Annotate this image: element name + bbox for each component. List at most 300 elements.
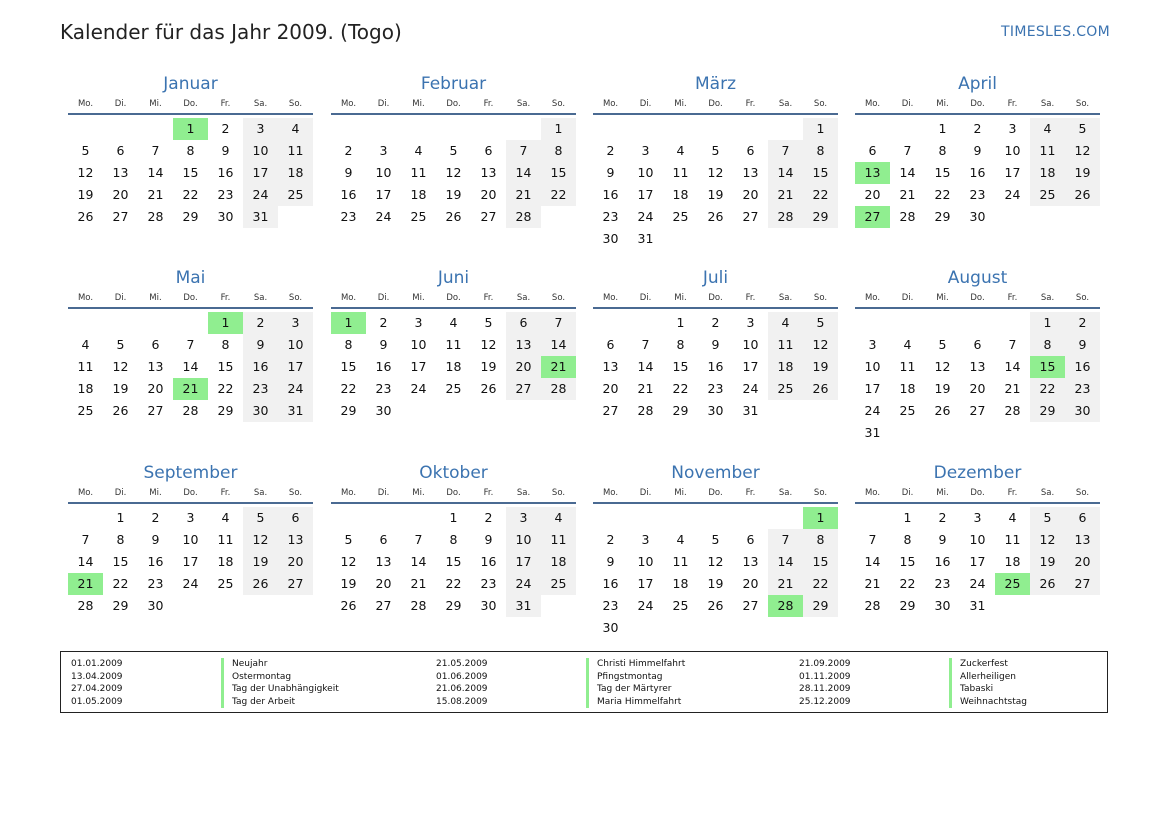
day-cell[interactable]: 3 bbox=[506, 507, 541, 529]
day-cell[interactable]: 15 bbox=[112, 554, 129, 569]
holiday-day-cell[interactable]: 21 bbox=[541, 356, 576, 378]
day-cell[interactable]: 3 bbox=[186, 510, 195, 525]
day-cell[interactable]: 7 bbox=[151, 143, 160, 158]
day-cell[interactable]: 16 bbox=[340, 187, 357, 202]
day-cell[interactable]: 4 bbox=[1008, 510, 1017, 525]
day-cell[interactable]: 23 bbox=[375, 381, 392, 396]
day-cell[interactable]: 27 bbox=[147, 403, 164, 418]
day-cell[interactable]: 17 bbox=[637, 576, 654, 591]
day-cell[interactable]: 29 bbox=[1030, 400, 1065, 422]
day-cell[interactable]: 12 bbox=[1030, 529, 1065, 551]
day-cell[interactable]: 13 bbox=[969, 359, 986, 374]
day-cell[interactable]: 24 bbox=[182, 576, 199, 591]
day-cell[interactable]: 16 bbox=[707, 359, 724, 374]
day-cell[interactable]: 29 bbox=[803, 206, 838, 228]
day-cell[interactable]: 23 bbox=[602, 209, 619, 224]
day-cell[interactable]: 23 bbox=[147, 576, 164, 591]
day-cell[interactable]: 14 bbox=[182, 359, 199, 374]
holiday-day-cell[interactable]: 1 bbox=[208, 312, 243, 334]
day-cell[interactable]: 18 bbox=[1004, 554, 1021, 569]
day-cell[interactable]: 10 bbox=[375, 165, 392, 180]
day-cell[interactable]: 10 bbox=[243, 140, 278, 162]
day-cell[interactable]: 4 bbox=[414, 143, 423, 158]
day-cell[interactable]: 3 bbox=[641, 532, 650, 547]
day-cell[interactable]: 10 bbox=[1004, 143, 1021, 158]
day-cell[interactable]: 26 bbox=[1030, 573, 1065, 595]
day-cell[interactable]: 24 bbox=[410, 381, 427, 396]
day-cell[interactable]: 1 bbox=[116, 510, 125, 525]
day-cell[interactable]: 6 bbox=[746, 532, 755, 547]
day-cell[interactable]: 8 bbox=[221, 337, 230, 352]
day-cell[interactable]: 12 bbox=[112, 359, 129, 374]
day-cell[interactable]: 12 bbox=[77, 165, 94, 180]
day-cell[interactable]: 30 bbox=[707, 403, 724, 418]
day-cell[interactable]: 28 bbox=[182, 403, 199, 418]
day-cell[interactable]: 1 bbox=[938, 121, 947, 136]
day-cell[interactable]: 9 bbox=[973, 143, 982, 158]
day-cell[interactable]: 24 bbox=[637, 209, 654, 224]
day-cell[interactable]: 30 bbox=[1065, 400, 1100, 422]
day-cell[interactable]: 12 bbox=[480, 337, 497, 352]
day-cell[interactable]: 10 bbox=[742, 337, 759, 352]
day-cell[interactable]: 28 bbox=[410, 598, 427, 613]
holiday-day-cell[interactable]: 27 bbox=[855, 206, 890, 228]
day-cell[interactable]: 18 bbox=[672, 187, 689, 202]
day-cell[interactable]: 23 bbox=[480, 576, 497, 591]
day-cell[interactable]: 18 bbox=[278, 162, 313, 184]
day-cell[interactable]: 20 bbox=[278, 551, 313, 573]
day-cell[interactable]: 14 bbox=[768, 551, 803, 573]
day-cell[interactable]: 13 bbox=[742, 165, 759, 180]
day-cell[interactable]: 3 bbox=[1008, 121, 1017, 136]
day-cell[interactable]: 23 bbox=[243, 378, 278, 400]
day-cell[interactable]: 10 bbox=[506, 529, 541, 551]
day-cell[interactable]: 30 bbox=[602, 620, 619, 635]
day-cell[interactable]: 19 bbox=[77, 187, 94, 202]
day-cell[interactable]: 10 bbox=[410, 337, 427, 352]
day-cell[interactable]: 7 bbox=[868, 532, 877, 547]
day-cell[interactable]: 1 bbox=[676, 315, 685, 330]
day-cell[interactable]: 18 bbox=[541, 551, 576, 573]
day-cell[interactable]: 5 bbox=[449, 143, 458, 158]
day-cell[interactable]: 5 bbox=[484, 315, 493, 330]
day-cell[interactable]: 21 bbox=[506, 184, 541, 206]
day-cell[interactable]: 15 bbox=[217, 359, 234, 374]
day-cell[interactable]: 25 bbox=[278, 184, 313, 206]
day-cell[interactable]: 17 bbox=[278, 356, 313, 378]
day-cell[interactable]: 15 bbox=[340, 359, 357, 374]
day-cell[interactable]: 17 bbox=[864, 381, 881, 396]
day-cell[interactable]: 31 bbox=[637, 231, 654, 246]
day-cell[interactable]: 23 bbox=[1065, 378, 1100, 400]
day-cell[interactable]: 5 bbox=[81, 143, 90, 158]
day-cell[interactable]: 11 bbox=[77, 359, 94, 374]
day-cell[interactable]: 5 bbox=[938, 337, 947, 352]
day-cell[interactable]: 17 bbox=[375, 187, 392, 202]
day-cell[interactable]: 11 bbox=[1004, 532, 1021, 547]
day-cell[interactable]: 9 bbox=[151, 532, 160, 547]
day-cell[interactable]: 12 bbox=[340, 554, 357, 569]
day-cell[interactable]: 24 bbox=[864, 403, 881, 418]
day-cell[interactable]: 6 bbox=[973, 337, 982, 352]
day-cell[interactable]: 23 bbox=[707, 381, 724, 396]
day-cell[interactable]: 3 bbox=[278, 312, 313, 334]
day-cell[interactable]: 31 bbox=[243, 206, 278, 228]
day-cell[interactable]: 3 bbox=[414, 315, 423, 330]
day-cell[interactable]: 7 bbox=[186, 337, 195, 352]
day-cell[interactable]: 22 bbox=[672, 381, 689, 396]
day-cell[interactable]: 29 bbox=[803, 595, 838, 617]
day-cell[interactable]: 12 bbox=[1065, 140, 1100, 162]
day-cell[interactable]: 13 bbox=[147, 359, 164, 374]
day-cell[interactable]: 22 bbox=[1030, 378, 1065, 400]
day-cell[interactable]: 8 bbox=[541, 140, 576, 162]
day-cell[interactable]: 29 bbox=[672, 403, 689, 418]
day-cell[interactable]: 26 bbox=[340, 598, 357, 613]
day-cell[interactable]: 28 bbox=[541, 378, 576, 400]
day-cell[interactable]: 9 bbox=[606, 554, 615, 569]
day-cell[interactable]: 7 bbox=[1008, 337, 1017, 352]
day-cell[interactable]: 14 bbox=[637, 359, 654, 374]
day-cell[interactable]: 21 bbox=[410, 576, 427, 591]
day-cell[interactable]: 31 bbox=[506, 595, 541, 617]
day-cell[interactable]: 27 bbox=[375, 598, 392, 613]
day-cell[interactable]: 22 bbox=[340, 381, 357, 396]
day-cell[interactable]: 15 bbox=[672, 359, 689, 374]
day-cell[interactable]: 17 bbox=[742, 359, 759, 374]
day-cell[interactable]: 31 bbox=[278, 400, 313, 422]
day-cell[interactable]: 11 bbox=[1030, 140, 1065, 162]
day-cell[interactable]: 26 bbox=[445, 209, 462, 224]
day-cell[interactable]: 11 bbox=[278, 140, 313, 162]
day-cell[interactable]: 13 bbox=[112, 165, 129, 180]
day-cell[interactable]: 22 bbox=[803, 184, 838, 206]
day-cell[interactable]: 23 bbox=[217, 187, 234, 202]
day-cell[interactable]: 14 bbox=[864, 554, 881, 569]
day-cell[interactable]: 22 bbox=[182, 187, 199, 202]
day-cell[interactable]: 26 bbox=[480, 381, 497, 396]
day-cell[interactable]: 19 bbox=[112, 381, 129, 396]
day-cell[interactable]: 11 bbox=[541, 529, 576, 551]
day-cell[interactable]: 29 bbox=[899, 598, 916, 613]
day-cell[interactable]: 23 bbox=[602, 598, 619, 613]
day-cell[interactable]: 29 bbox=[112, 598, 129, 613]
day-cell[interactable]: 15 bbox=[803, 551, 838, 573]
day-cell[interactable]: 1 bbox=[803, 118, 838, 140]
day-cell[interactable]: 23 bbox=[340, 209, 357, 224]
holiday-day-cell[interactable]: 13 bbox=[855, 162, 890, 184]
day-cell[interactable]: 20 bbox=[480, 187, 497, 202]
day-cell[interactable]: 18 bbox=[1030, 162, 1065, 184]
day-cell[interactable]: 5 bbox=[243, 507, 278, 529]
day-cell[interactable]: 5 bbox=[711, 143, 720, 158]
day-cell[interactable]: 18 bbox=[217, 554, 234, 569]
day-cell[interactable]: 24 bbox=[375, 209, 392, 224]
day-cell[interactable]: 13 bbox=[278, 529, 313, 551]
day-cell[interactable]: 25 bbox=[672, 209, 689, 224]
day-cell[interactable]: 10 bbox=[182, 532, 199, 547]
day-cell[interactable]: 4 bbox=[676, 532, 685, 547]
day-cell[interactable]: 17 bbox=[506, 551, 541, 573]
day-cell[interactable]: 30 bbox=[147, 598, 164, 613]
day-cell[interactable]: 14 bbox=[1004, 359, 1021, 374]
day-cell[interactable]: 7 bbox=[81, 532, 90, 547]
day-cell[interactable]: 13 bbox=[375, 554, 392, 569]
day-cell[interactable]: 11 bbox=[672, 165, 689, 180]
day-cell[interactable]: 2 bbox=[344, 143, 353, 158]
day-cell[interactable]: 19 bbox=[1065, 162, 1100, 184]
day-cell[interactable]: 21 bbox=[1004, 381, 1021, 396]
day-cell[interactable]: 24 bbox=[1004, 187, 1021, 202]
day-cell[interactable]: 21 bbox=[768, 573, 803, 595]
day-cell[interactable]: 16 bbox=[602, 187, 619, 202]
day-cell[interactable]: 12 bbox=[934, 359, 951, 374]
day-cell[interactable]: 27 bbox=[969, 403, 986, 418]
day-cell[interactable]: 25 bbox=[410, 209, 427, 224]
day-cell[interactable]: 19 bbox=[1030, 551, 1065, 573]
day-cell[interactable]: 4 bbox=[676, 143, 685, 158]
day-cell[interactable]: 19 bbox=[340, 576, 357, 591]
day-cell[interactable]: 12 bbox=[707, 554, 724, 569]
day-cell[interactable]: 28 bbox=[1004, 403, 1021, 418]
day-cell[interactable]: 6 bbox=[746, 143, 755, 158]
day-cell[interactable]: 18 bbox=[77, 381, 94, 396]
day-cell[interactable]: 15 bbox=[182, 165, 199, 180]
day-cell[interactable]: 26 bbox=[77, 209, 94, 224]
day-cell[interactable]: 1 bbox=[903, 510, 912, 525]
day-cell[interactable]: 28 bbox=[77, 598, 94, 613]
day-cell[interactable]: 16 bbox=[243, 356, 278, 378]
day-cell[interactable]: 16 bbox=[217, 165, 234, 180]
day-cell[interactable]: 16 bbox=[1065, 356, 1100, 378]
day-cell[interactable]: 9 bbox=[243, 334, 278, 356]
day-cell[interactable]: 24 bbox=[506, 573, 541, 595]
day-cell[interactable]: 6 bbox=[116, 143, 125, 158]
day-cell[interactable]: 5 bbox=[344, 532, 353, 547]
day-cell[interactable]: 10 bbox=[637, 554, 654, 569]
day-cell[interactable]: 7 bbox=[506, 140, 541, 162]
day-cell[interactable]: 18 bbox=[410, 187, 427, 202]
site-logo-text[interactable]: TIMESLES.COM bbox=[1001, 24, 1110, 40]
day-cell[interactable]: 18 bbox=[445, 359, 462, 374]
day-cell[interactable]: 8 bbox=[676, 337, 685, 352]
day-cell[interactable]: 26 bbox=[934, 403, 951, 418]
day-cell[interactable]: 16 bbox=[147, 554, 164, 569]
day-cell[interactable]: 30 bbox=[480, 598, 497, 613]
day-cell[interactable]: 11 bbox=[768, 334, 803, 356]
day-cell[interactable]: 13 bbox=[506, 334, 541, 356]
day-cell[interactable]: 31 bbox=[969, 598, 986, 613]
day-cell[interactable]: 21 bbox=[864, 576, 881, 591]
day-cell[interactable]: 8 bbox=[116, 532, 125, 547]
day-cell[interactable]: 6 bbox=[868, 143, 877, 158]
day-cell[interactable]: 12 bbox=[445, 165, 462, 180]
day-cell[interactable]: 19 bbox=[480, 359, 497, 374]
day-cell[interactable]: 6 bbox=[506, 312, 541, 334]
day-cell[interactable]: 25 bbox=[899, 403, 916, 418]
day-cell[interactable]: 20 bbox=[147, 381, 164, 396]
day-cell[interactable]: 24 bbox=[637, 598, 654, 613]
day-cell[interactable]: 2 bbox=[151, 510, 160, 525]
day-cell[interactable]: 7 bbox=[903, 143, 912, 158]
day-cell[interactable]: 4 bbox=[1030, 118, 1065, 140]
day-cell[interactable]: 29 bbox=[340, 403, 357, 418]
day-cell[interactable]: 22 bbox=[112, 576, 129, 591]
day-cell[interactable]: 25 bbox=[672, 598, 689, 613]
day-cell[interactable]: 1 bbox=[449, 510, 458, 525]
day-cell[interactable]: 20 bbox=[969, 381, 986, 396]
day-cell[interactable]: 21 bbox=[147, 187, 164, 202]
day-cell[interactable]: 2 bbox=[379, 315, 388, 330]
day-cell[interactable]: 28 bbox=[506, 206, 541, 228]
day-cell[interactable]: 8 bbox=[449, 532, 458, 547]
day-cell[interactable]: 9 bbox=[484, 532, 493, 547]
day-cell[interactable]: 14 bbox=[506, 162, 541, 184]
day-cell[interactable]: 5 bbox=[1065, 118, 1100, 140]
day-cell[interactable]: 4 bbox=[81, 337, 90, 352]
day-cell[interactable]: 9 bbox=[1065, 334, 1100, 356]
day-cell[interactable]: 13 bbox=[480, 165, 497, 180]
day-cell[interactable]: 16 bbox=[375, 359, 392, 374]
day-cell[interactable]: 3 bbox=[243, 118, 278, 140]
day-cell[interactable]: 22 bbox=[217, 381, 234, 396]
day-cell[interactable]: 11 bbox=[899, 359, 916, 374]
day-cell[interactable]: 14 bbox=[768, 162, 803, 184]
day-cell[interactable]: 20 bbox=[1065, 551, 1100, 573]
day-cell[interactable]: 2 bbox=[606, 143, 615, 158]
day-cell[interactable]: 17 bbox=[1004, 165, 1021, 180]
holiday-day-cell[interactable]: 15 bbox=[1030, 356, 1065, 378]
day-cell[interactable]: 17 bbox=[637, 187, 654, 202]
day-cell[interactable]: 13 bbox=[602, 359, 619, 374]
day-cell[interactable]: 11 bbox=[410, 165, 427, 180]
day-cell[interactable]: 7 bbox=[541, 312, 576, 334]
day-cell[interactable]: 12 bbox=[243, 529, 278, 551]
day-cell[interactable]: 2 bbox=[938, 510, 947, 525]
day-cell[interactable]: 3 bbox=[973, 510, 982, 525]
day-cell[interactable]: 4 bbox=[221, 510, 230, 525]
day-cell[interactable]: 28 bbox=[147, 209, 164, 224]
day-cell[interactable]: 24 bbox=[243, 184, 278, 206]
day-cell[interactable]: 3 bbox=[746, 315, 755, 330]
day-cell[interactable]: 27 bbox=[480, 209, 497, 224]
day-cell[interactable]: 28 bbox=[899, 209, 916, 224]
day-cell[interactable]: 21 bbox=[637, 381, 654, 396]
holiday-day-cell[interactable]: 21 bbox=[173, 378, 208, 400]
day-cell[interactable]: 6 bbox=[1065, 507, 1100, 529]
holiday-day-cell[interactable]: 28 bbox=[768, 595, 803, 617]
day-cell[interactable]: 30 bbox=[375, 403, 392, 418]
day-cell[interactable]: 9 bbox=[344, 165, 353, 180]
day-cell[interactable]: 19 bbox=[934, 381, 951, 396]
day-cell[interactable]: 20 bbox=[742, 576, 759, 591]
day-cell[interactable]: 7 bbox=[768, 140, 803, 162]
day-cell[interactable]: 26 bbox=[803, 378, 838, 400]
day-cell[interactable]: 10 bbox=[278, 334, 313, 356]
day-cell[interactable]: 4 bbox=[449, 315, 458, 330]
day-cell[interactable]: 14 bbox=[410, 554, 427, 569]
day-cell[interactable]: 26 bbox=[112, 403, 129, 418]
day-cell[interactable]: 14 bbox=[899, 165, 916, 180]
day-cell[interactable]: 1 bbox=[541, 118, 576, 140]
day-cell[interactable]: 22 bbox=[445, 576, 462, 591]
day-cell[interactable]: 23 bbox=[934, 576, 951, 591]
day-cell[interactable]: 15 bbox=[803, 162, 838, 184]
day-cell[interactable]: 27 bbox=[602, 403, 619, 418]
day-cell[interactable]: 6 bbox=[151, 337, 160, 352]
day-cell[interactable]: 25 bbox=[768, 378, 803, 400]
day-cell[interactable]: 5 bbox=[1030, 507, 1065, 529]
day-cell[interactable]: 16 bbox=[934, 554, 951, 569]
day-cell[interactable]: 20 bbox=[864, 187, 881, 202]
day-cell[interactable]: 11 bbox=[445, 337, 462, 352]
day-cell[interactable]: 29 bbox=[445, 598, 462, 613]
day-cell[interactable]: 27 bbox=[742, 209, 759, 224]
day-cell[interactable]: 2 bbox=[484, 510, 493, 525]
day-cell[interactable]: 31 bbox=[864, 425, 881, 440]
day-cell[interactable]: 29 bbox=[182, 209, 199, 224]
day-cell[interactable]: 10 bbox=[969, 532, 986, 547]
day-cell[interactable]: 31 bbox=[742, 403, 759, 418]
day-cell[interactable]: 28 bbox=[768, 206, 803, 228]
day-cell[interactable]: 4 bbox=[768, 312, 803, 334]
day-cell[interactable]: 4 bbox=[541, 507, 576, 529]
holiday-day-cell[interactable]: 21 bbox=[68, 573, 103, 595]
day-cell[interactable]: 14 bbox=[541, 334, 576, 356]
day-cell[interactable]: 22 bbox=[803, 573, 838, 595]
day-cell[interactable]: 23 bbox=[969, 187, 986, 202]
day-cell[interactable]: 2 bbox=[1065, 312, 1100, 334]
day-cell[interactable]: 20 bbox=[602, 381, 619, 396]
day-cell[interactable]: 19 bbox=[243, 551, 278, 573]
day-cell[interactable]: 24 bbox=[278, 378, 313, 400]
day-cell[interactable]: 15 bbox=[934, 165, 951, 180]
day-cell[interactable]: 7 bbox=[414, 532, 423, 547]
day-cell[interactable]: 17 bbox=[969, 554, 986, 569]
day-cell[interactable]: 2 bbox=[606, 532, 615, 547]
day-cell[interactable]: 30 bbox=[934, 598, 951, 613]
day-cell[interactable]: 9 bbox=[221, 143, 230, 158]
day-cell[interactable]: 5 bbox=[116, 337, 125, 352]
day-cell[interactable]: 4 bbox=[903, 337, 912, 352]
day-cell[interactable]: 30 bbox=[243, 400, 278, 422]
day-cell[interactable]: 10 bbox=[864, 359, 881, 374]
day-cell[interactable]: 13 bbox=[1065, 529, 1100, 551]
day-cell[interactable]: 9 bbox=[711, 337, 720, 352]
day-cell[interactable]: 19 bbox=[707, 576, 724, 591]
day-cell[interactable]: 20 bbox=[112, 187, 129, 202]
day-cell[interactable]: 18 bbox=[768, 356, 803, 378]
day-cell[interactable]: 8 bbox=[344, 337, 353, 352]
day-cell[interactable]: 3 bbox=[641, 143, 650, 158]
day-cell[interactable]: 2 bbox=[711, 315, 720, 330]
day-cell[interactable]: 22 bbox=[541, 184, 576, 206]
day-cell[interactable]: 17 bbox=[410, 359, 427, 374]
day-cell[interactable]: 10 bbox=[637, 165, 654, 180]
holiday-day-cell[interactable]: 25 bbox=[995, 573, 1030, 595]
day-cell[interactable]: 1 bbox=[1030, 312, 1065, 334]
day-cell[interactable]: 18 bbox=[899, 381, 916, 396]
day-cell[interactable]: 8 bbox=[803, 140, 838, 162]
day-cell[interactable]: 28 bbox=[637, 403, 654, 418]
day-cell[interactable]: 5 bbox=[711, 532, 720, 547]
day-cell[interactable]: 27 bbox=[1065, 573, 1100, 595]
day-cell[interactable]: 12 bbox=[803, 334, 838, 356]
day-cell[interactable]: 5 bbox=[803, 312, 838, 334]
day-cell[interactable]: 21 bbox=[768, 184, 803, 206]
day-cell[interactable]: 9 bbox=[938, 532, 947, 547]
day-cell[interactable]: 29 bbox=[934, 209, 951, 224]
